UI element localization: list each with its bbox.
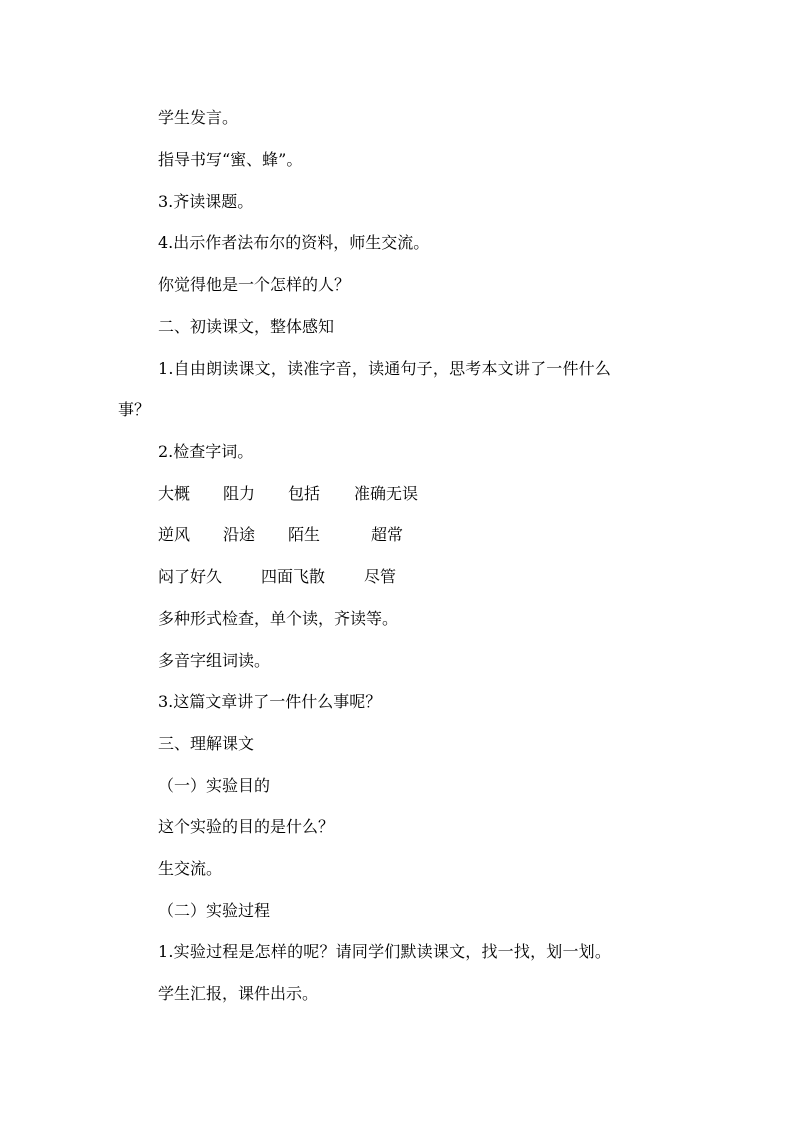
section-heading: 二、初读课文，整体感知 — [158, 317, 335, 336]
paragraph: 3.齐读课题。 — [158, 192, 254, 211]
vocab-word: 包括 — [288, 484, 321, 503]
word-row — [158, 525, 618, 545]
subsection-heading: （二）实验过程 — [158, 901, 271, 920]
paragraph: 学生发言。 — [158, 108, 239, 127]
paragraph: 3.这篇文章讲了一件什么事呢？ — [158, 692, 382, 711]
vocab-word: 四面飞散 — [261, 567, 326, 586]
vocab-word: 逆风 — [158, 525, 191, 544]
vocab-word: 准确无误 — [354, 484, 419, 503]
paragraph: 2.检查字词。 — [158, 442, 254, 461]
vocab-word: 超常 — [371, 525, 404, 544]
vocab-word: 陌生 — [288, 525, 321, 544]
paragraph-continuation: 事？ — [118, 400, 151, 419]
paragraph: 4.出示作者法布尔的资料，师生交流。 — [158, 233, 430, 252]
paragraph: 1.自由朗读课文，读准字音，读通句子，思考本文讲了一件什么 — [158, 359, 612, 378]
vocab-word: 阻力 — [223, 484, 256, 503]
paragraph: 这个实验的目的是什么？ — [158, 817, 335, 836]
subsection-heading: （一）实验目的 — [158, 776, 271, 795]
paragraph: 指导书写“蜜、蜂”。 — [158, 150, 303, 169]
section-heading: 三、理解课文 — [158, 734, 255, 753]
vocab-word: 大概 — [158, 484, 191, 503]
vocab-word: 沿途 — [223, 525, 256, 544]
paragraph: 你觉得他是一个怎样的人？ — [158, 275, 351, 294]
paragraph: 多种形式检查，单个读，齐读等。 — [158, 609, 399, 628]
paragraph: 学生汇报，课件出示。 — [158, 984, 319, 1003]
paragraph: 生交流。 — [158, 859, 223, 878]
word-row — [158, 567, 618, 587]
paragraph: 1.实验过程是怎样的呢？请同学们默读课文，找一找，划一划。 — [158, 942, 612, 961]
word-row — [158, 484, 618, 504]
paragraph: 多音字组词读。 — [158, 651, 271, 670]
vocab-word: 闷了好久 — [158, 567, 223, 586]
vocab-word: 尽管 — [364, 567, 397, 586]
